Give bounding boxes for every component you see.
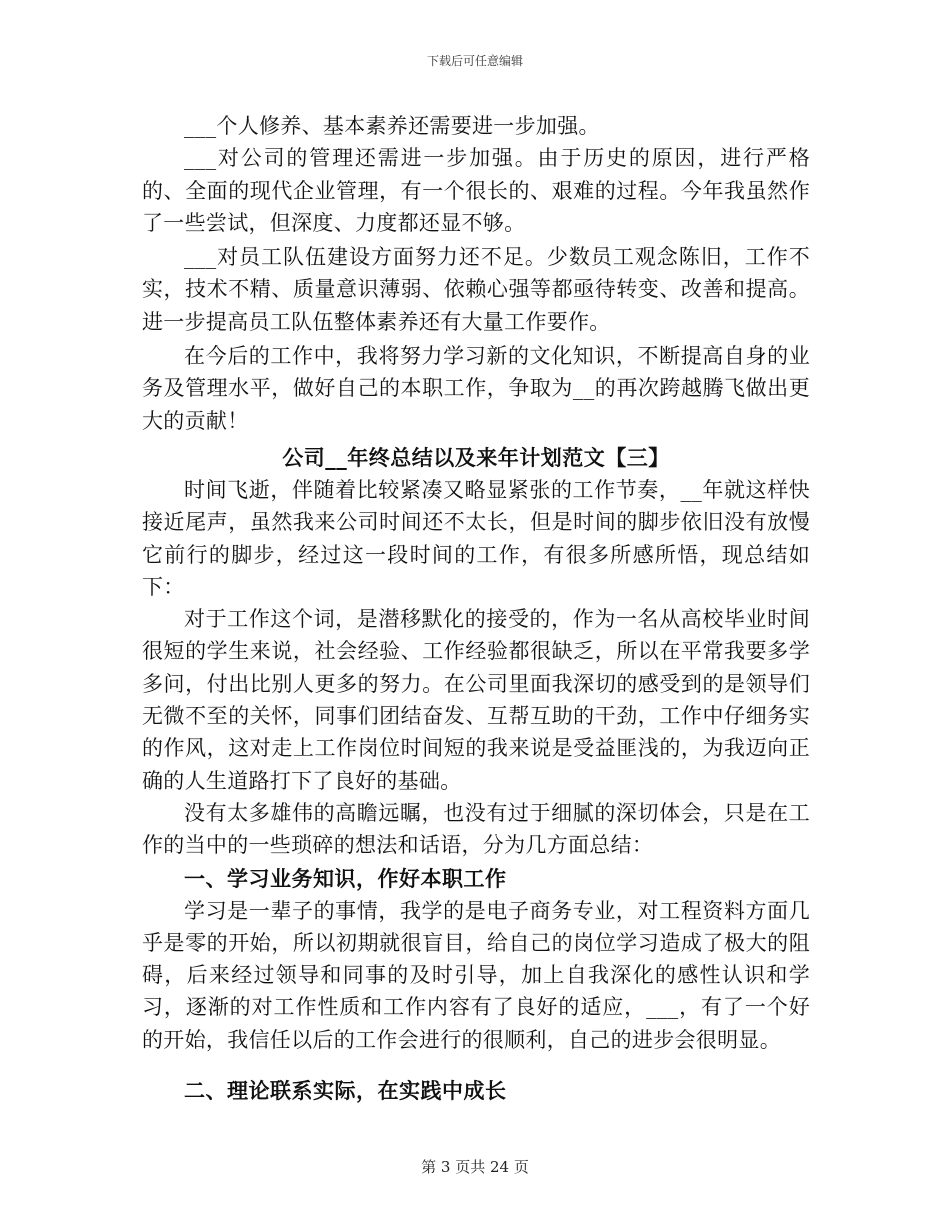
paragraph: 对于工作这个词，是潜移默化的接受的，作为一名从高校毕业时间很短的学生来说，社会经验、工作经验都很缺乏，所以在平常我要多学多问，付出比别人更多的努力。在公司里面我深切的感受到的是领导们无微不至的关怀，同事们团结奋发、互帮互助的干劲，工作中仔细务实的作风，这对走上工作岗位时间短的我来说是受益匪浅的，为我迈向正确的人生道路打下了良好的基础。 [142, 607, 810, 793]
section-heading-1: 一、学习业务知识，作好本职工作 [184, 865, 507, 891]
document-body [142, 110, 810, 1107]
page-header: 下载后可任意编辑 [426, 54, 523, 68]
paragraph: 时间飞逝，伴随着比较紧凑又略显紧张的工作节奏，__年就这样快接近尾声，虽然我来公司时间还不太长，但是时间的脚步依旧没有放慢它前行的脚步，经过这一段时间的工作，有很多所感所悟，现总结如下： [142, 477, 810, 599]
paragraph: ___对公司的管理还需进一步加强。由于历史的原因，进行严格的、全面的现代企业管理，有一个很长的、艰难的过程。今年我虽然作了一些尝试，但深度、力度都还显不够。 [142, 146, 810, 235]
paragraph: ___个人修养、基本素养还需要进一步加强。 [184, 114, 600, 138]
section-heading-2: 二、理论联系实际，在实践中成长 [184, 1078, 507, 1104]
page-footer: 第 3 页共 24 页 [421, 1158, 529, 1176]
paragraph: 学习是一辈子的事情，我学的是电子商务专业，对工程资料方面几乎是零的开始，所以初期就很盲目，给自己的岗位学习造成了极大的阻碍，后来经过领导和同事的及时引导，加上自我深化的感性认识和学习，逐渐的对工作性质和工作内容有了良好的适应，___，有了一个好的开始，我信任以后的工作会进行的很顺利，自己的进步会很明显。 [142, 898, 810, 1052]
paragraph: 没有太多雄伟的高瞻远瞩，也没有过于细腻的深切体会，只是在工作的当中的一些琐碎的想法和话语，分为几方面总结： [142, 800, 810, 858]
paragraph: 在今后的工作中，我将努力学习新的文化知识，不断提高自身的业务及管理水平，做好自己的本职工作，争取为__的再次跨越腾飞做出更大的贡献！ [142, 344, 810, 433]
paragraph: ___对员工队伍建设方面努力还不足。少数员工观念陈旧，工作不实，技术不精、质量意识薄弱、依赖心强等都亟待转变、改善和提高。进一步提高员工队伍整体素养还有大量工作要作。 [142, 245, 810, 334]
section-title: 公司__年终总结以及来年计划范文【三】 [282, 444, 670, 470]
